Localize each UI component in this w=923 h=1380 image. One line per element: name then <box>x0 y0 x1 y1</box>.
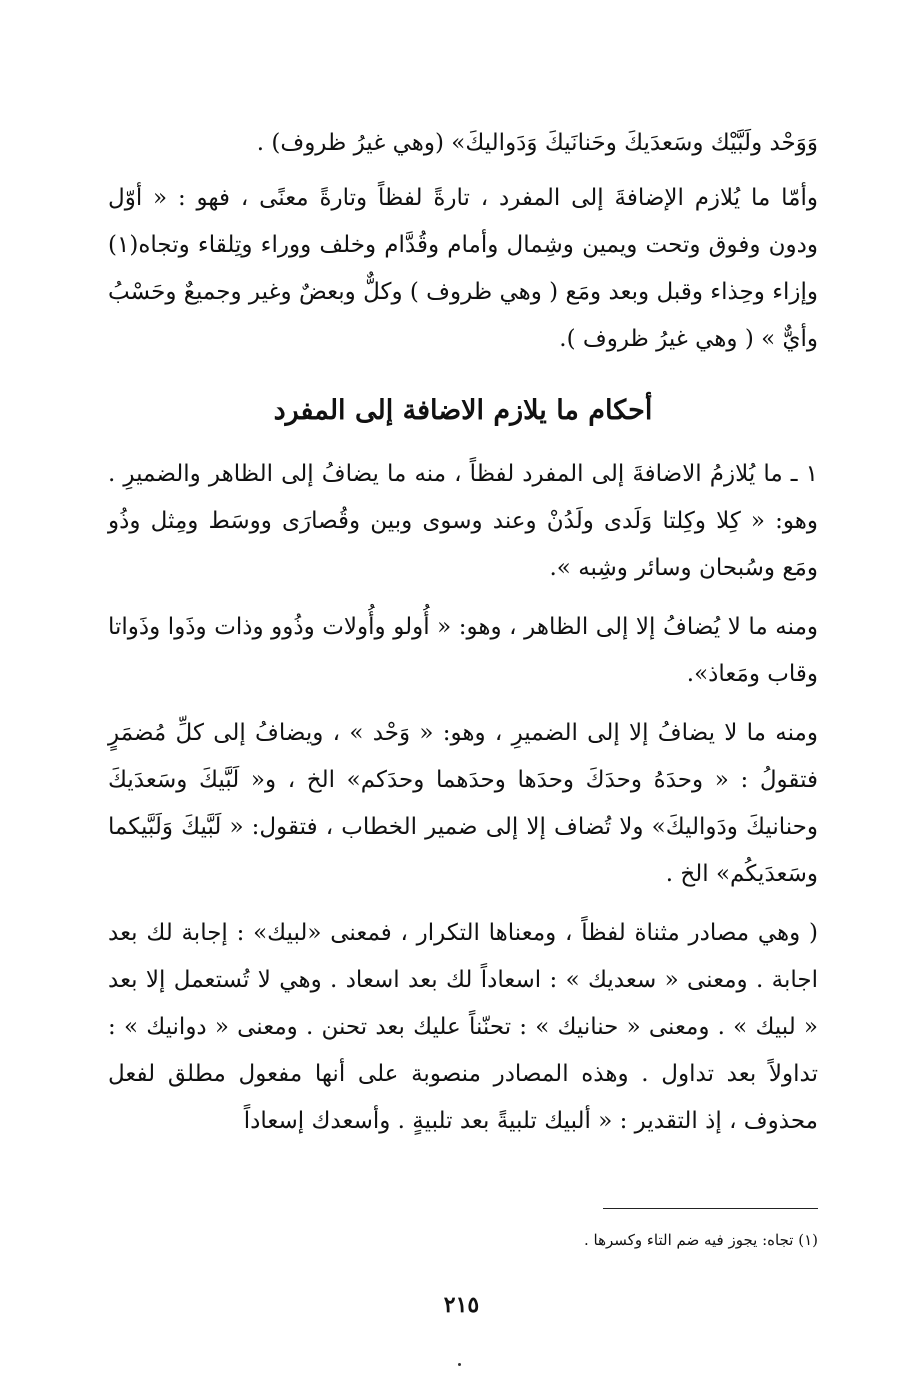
section-heading: أحكام ما يلازم الاضافة إلى المفرد <box>273 395 653 426</box>
page-number: ٢١٥ <box>443 1292 480 1318</box>
paragraph-mulazim-lafzan-maanan: وأمّا ما يُلازم الإضافةَ إلى المفرد ، تارةً لفظاً وتارةً معنًى ، فهو : « أوّل ودون وفوق وتحت ويمين وشِمال وأمام وقُدَّام وخلف ووراء وتِلقاء وتجاه(١) وإزاء وحِذاء وقبل وبعد ومَع ( وهي ظروف ) وكلٌّ وبعضٌ وغير وجميعٌ وحَسْبُ وأيٌّ » ( وهي غيرُ ظروف ). <box>108 185 818 352</box>
print-speck <box>458 1363 461 1366</box>
paragraph-masadir-muthanna: ( وهي مصادر مثناة لفظاً ، ومعناها التكرار ، فمعنى «لبيك» : إجابة لك بعد اجابة . ومعنى « سعديك » : اسعاداً لك بعد اسعاد . وهي لا تُستعمل إلا بعد « لبيك » . ومعنى « حنانيك » : تحنّناً عليك بعد تحنن . ومعنى « دوانيك » : تداولاً بعد تداول . وهذه المصادر منصوبة على أنها مفعول مطلق لفعل محذوف ، إذ التقدير : « ألبيك تلبيةً بعد تلبيةٍ . وأسعدك إسعاداً <box>108 920 818 1134</box>
paragraph-continuation: وَوَحْد ولَبَّيْك وسَعدَيكَ وحَنانَيكَ وَدَواليكَ» (وهي غيرُ ظروف) . <box>256 130 818 156</box>
footnote: (١) تجاه: يجوز فيه ضم التاء وكسرها . <box>584 1231 818 1249</box>
footnote-divider <box>603 1208 818 1209</box>
paragraph-rule-1: ١ ـ ما يُلازمُ الاضافةَ إلى المفرد لفظاً ، منه ما يضافُ إلى الظاهر والضميرِ . وهو: « كِلا وكِلتا وَلَدى ولَدُنْ وعند وسوى وبين وقُصارَى ووسَط ومِثل وذُو ومَع وسُبحان وسائر وشِبه ». <box>108 461 818 581</box>
paragraph-damir-only: ومنه ما لا يضافُ إلا إلى الضميرِ ، وهو: « وَحْد » ، ويضافُ إلى كلِّ مُضمَرٍ فتقولُ : « وحدَهُ وحدَكَ وحدَها وحدَهما وحدَكم» الخ ، و« لَبَّيكَ وسَعدَيكَ وحنانيكَ ودَواليكَ» ولا تُضاف إلا إلى ضمير الخطاب ، فتقول: « لَبَّيكَ وَلَبَّيكما وسَعدَيكُم» الخ . <box>108 720 818 887</box>
paragraph-zahir-only: ومنه ما لا يُضافُ إلا إلى الظاهر ، وهو: « أُولو وأُولات وذُوو وذات وذَوا وذَواتا وقاب ومَعاذ». <box>108 614 818 687</box>
page-body <box>108 120 818 1145</box>
